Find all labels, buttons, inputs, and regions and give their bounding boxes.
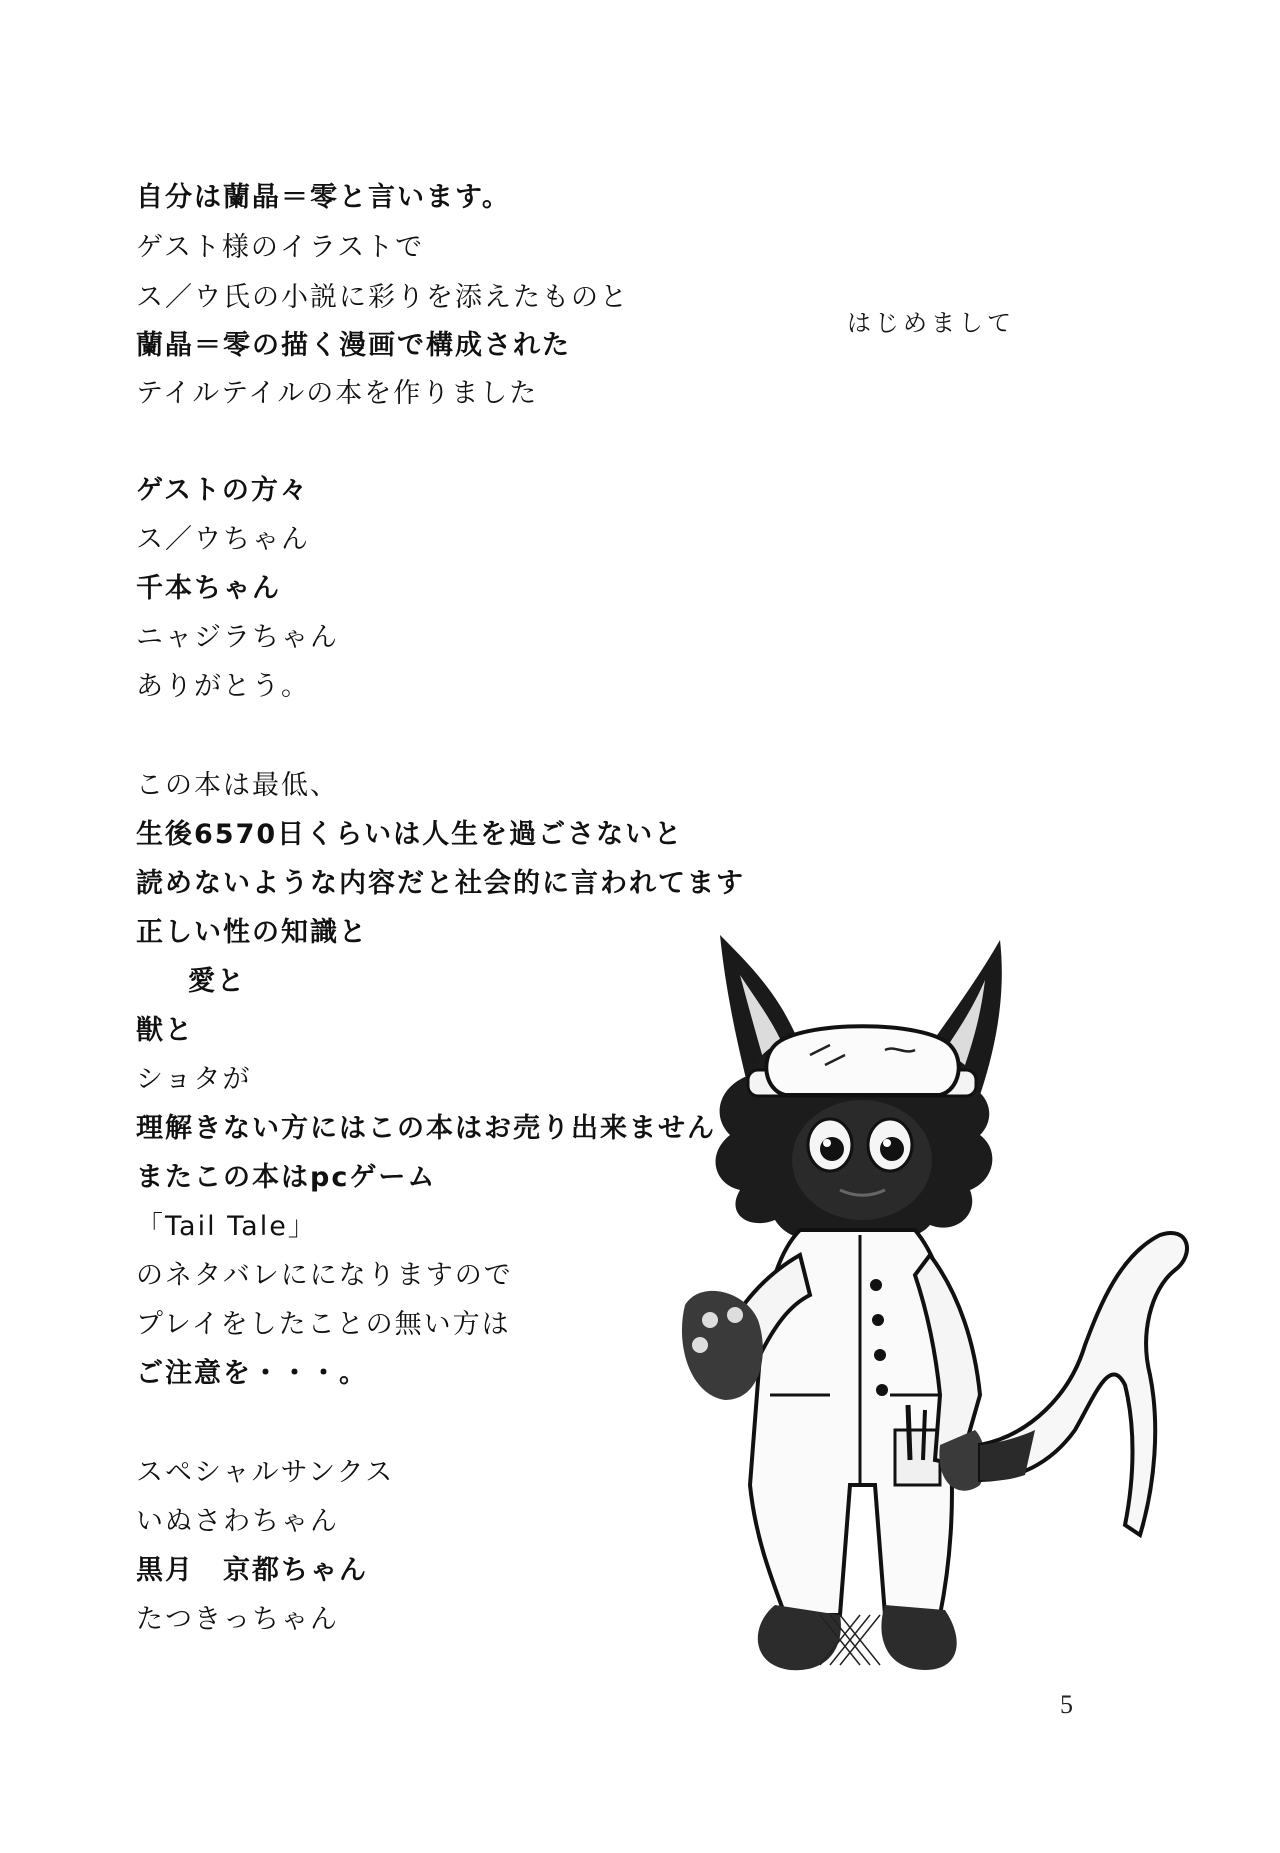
guest-item: ス／ウちゃん — [136, 524, 310, 555]
notice-line-9: またこの本はpcゲーム — [136, 1162, 437, 1193]
thanks-item: たつきっちゃん — [136, 1604, 339, 1635]
notice-line-12: プレイをしたことの無い方は — [136, 1309, 511, 1340]
notice-line-3: 読めないような内容だと社会的に言われてます — [136, 868, 745, 899]
notice-line-4: 正しい性の知識と — [136, 917, 368, 948]
intro-line-5: テイルテイルの本を作りました — [136, 378, 539, 409]
notice-line-7: ショタが — [136, 1064, 252, 1095]
greeting-text: はじめまして — [847, 309, 1015, 337]
guest-item: ニャジラちゃん — [136, 622, 339, 653]
tail — [980, 1233, 1187, 1535]
guest-item: 千本ちゃん — [136, 573, 281, 604]
notice-line-11: のネタバレにになりますので — [136, 1260, 513, 1291]
intro-line-3: ス／ウ氏の小説に彩りを添えたものと — [136, 282, 629, 313]
page-number: 5 — [1060, 1690, 1073, 1719]
notice-line-1: この本は最低、 — [136, 770, 339, 801]
thanks-heading: スペシャルサンクス — [136, 1457, 395, 1488]
right-foot — [881, 1605, 956, 1670]
notice-line-6: 獣と — [136, 1015, 194, 1046]
notice-line-13: ご注意を・・・。 — [136, 1358, 368, 1389]
guests-thanks: ありがとう。 — [136, 671, 310, 702]
character-illustration — [680, 925, 1200, 1685]
intro-line-2: ゲスト様のイラストで — [136, 232, 425, 263]
left-foot — [758, 1605, 841, 1670]
intro-line-4: 蘭晶＝零の描く漫画で構成された — [136, 330, 571, 361]
intro-line-1: 自分は蘭晶＝零と言います。 — [136, 182, 511, 213]
notice-line-2: 生後6570日くらいは人生を過ごさないと — [136, 819, 684, 850]
notice-line-5: 愛と — [188, 966, 246, 997]
thanks-item: いぬさわちゃん — [136, 1506, 339, 1537]
goggles-lens — [766, 1026, 958, 1095]
notice-line-8: 理解きない方にはこの本はお売り出来ません — [136, 1113, 716, 1144]
thanks-item: 黒月 京都ちゃん — [136, 1555, 368, 1586]
guests-heading: ゲストの方々 — [136, 475, 309, 506]
notice-line-10: 「Tail Tale」 — [136, 1211, 317, 1242]
